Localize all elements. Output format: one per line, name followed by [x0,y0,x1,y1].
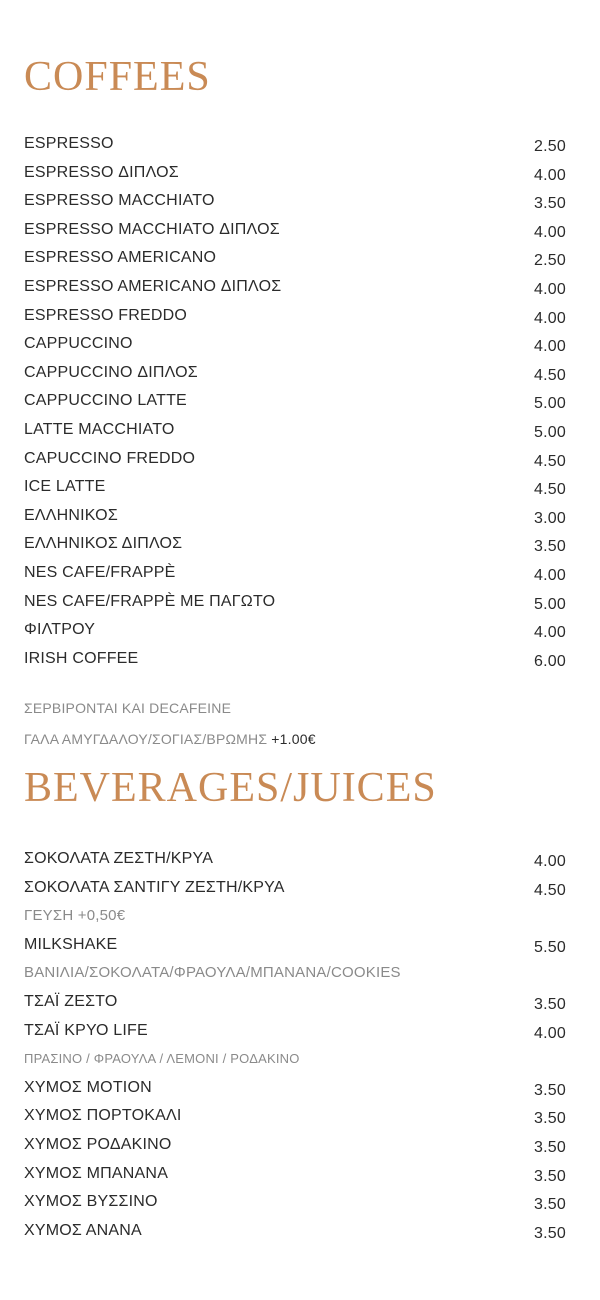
flavor-note-text: ΓΕΥΣΗ +0,50€ [24,907,126,925]
menu-item [24,216,566,245]
menu-item [24,302,566,331]
item-name: ΧΥΜΟΣ ΜΠΑΝΑΝΑ [24,1164,169,1182]
item-name: ΕΛΛΗΝΙΚΟΣ [24,506,118,524]
item-price: 5.50 [534,938,566,956]
item-name: ESPRESSO AMERICANO ΔΙΠΛΟΣ [24,277,282,295]
item-name: CAPPUCCINO ΔΙΠΛΟΣ [24,363,198,381]
menu-item [24,931,566,960]
menu-item [24,330,566,359]
coffees-heading: COFFEES [24,54,211,100]
menu-item [24,588,566,617]
flavor-note [24,902,566,931]
item-price: 5.00 [534,423,566,441]
item-name: ΧΥΜΟΣ MOTION [24,1078,152,1096]
item-price: 6.00 [534,652,566,670]
item-price: 2.50 [534,252,566,270]
menu-item [24,1188,566,1217]
item-price: 4.00 [534,566,566,584]
item-name: ESPRESSO AMERICANO [24,249,217,267]
item-price: 4.50 [534,366,566,384]
item-name: ΧΥΜΟΣ ΠΟΡΤΟΚΑΛΙ [24,1107,182,1125]
menu-item [24,159,566,188]
coffees-notes [24,693,316,755]
decaf-note-text: ΣΕΡΒΙΡΟΝΤΑΙ ΚΑΙ DECAFEINE [24,700,232,716]
item-price: 4.00 [534,624,566,642]
menu-item [24,559,566,588]
menu-item [24,1217,566,1246]
item-price: 5.00 [534,595,566,613]
item-price: 3.50 [534,1110,566,1128]
item-price: 4.00 [534,853,566,870]
item-name: MILKSHAKE [24,935,118,953]
item-name: CAPPUCCINO LATTE [24,392,187,410]
item-price: 3.50 [534,1196,566,1214]
item-name: CAPPUCCINO [24,335,133,353]
item-price: 3.00 [534,509,566,527]
item-name: ΕΛΛΗΝΙΚΟΣ ΔΙΠΛΟΣ [24,535,183,553]
milkshake-flavors-text: ΒΑΝΙΛΙΑ/ΣΟΚΟΛΑΤΑ/ΦΡΑΟΥΛΑ/ΜΠΑΝΑΝΑ/COOKIES [24,964,401,982]
item-name: ESPRESSO FREDDO [24,306,188,324]
item-price: 3.50 [534,995,566,1013]
item-name: ΣΟΚΟΛΑΤΑ ΣΑΝΤΙΓΥ ΖΕΣΤΗ/ΚΡΥΑ [24,878,285,896]
item-price: 3.50 [534,538,566,556]
item-name: ICE LATTE [24,478,106,496]
menu-item [24,1017,566,1046]
item-price: 4.00 [534,338,566,356]
menu-item [24,530,566,559]
menu-item [24,645,566,674]
item-name: NES CAFE/FRAPPÈ [24,563,176,581]
menu-item [24,1102,566,1131]
milkshake-flavors-note [24,959,566,988]
item-name: ΧΥΜΟΣ ΑΝΑΝΑ [24,1221,142,1239]
item-name: ESPRESSO MACCHIATO [24,192,215,210]
menu-item [24,130,566,159]
item-price: 5.00 [534,395,566,413]
item-name: ESPRESSO [24,135,114,152]
item-name: ESPRESSO ΔΙΠΛΟΣ [24,163,179,181]
decaf-note [24,693,316,724]
item-name: IRISH COFFEE [24,649,139,667]
item-name: ΧΥΜΟΣ ΡΟΔΑΚΙΝΟ [24,1135,172,1153]
item-name: LATTE MACCHIATO [24,420,175,438]
item-name: ΦΙΛΤΡΟΥ [24,621,96,639]
item-name: ESPRESSO MACCHIATO ΔΙΠΛΟΣ [24,220,280,238]
coffees-menu-list [24,130,566,673]
milk-note [24,724,316,755]
item-name: ΣΟΚΟΛΑΤΑ ΖΕΣΤΗ/ΚΡΥΑ [24,850,214,867]
item-price: 4.00 [534,280,566,298]
menu-item [24,273,566,302]
beverages-heading: BEVERAGES/JUICES [24,765,437,811]
item-price: 3.50 [534,1167,566,1185]
item-price: 4.50 [534,481,566,499]
menu-item [24,359,566,388]
item-price: 3.50 [534,1224,566,1242]
item-name: ΤΣΑΪ ΖΕΣΤΟ [24,992,118,1010]
item-price: 4.00 [534,223,566,241]
menu-item [24,187,566,216]
item-price: 3.50 [534,1081,566,1099]
item-name: NES CAFE/FRAPPÈ ΜΕ ΠΑΓΩΤΟ [24,592,276,610]
menu-item [24,244,566,273]
menu-item [24,1074,566,1103]
item-price: 3.50 [534,1138,566,1156]
beverages-menu-list [24,845,566,1245]
item-price: 4.00 [534,309,566,327]
item-price: 4.00 [534,1024,566,1042]
menu-item [24,416,566,445]
item-name: ΤΣΑΪ ΚΡΥΟ LIFE [24,1021,148,1039]
milk-extra-price: +1.00€ [271,731,316,747]
menu-item [24,988,566,1017]
menu-item [24,1131,566,1160]
item-name: CAPUCCINO FREDDO [24,449,196,467]
menu-item [24,473,566,502]
item-price: 4.50 [534,881,566,899]
item-price: 4.50 [534,452,566,470]
milk-note-text: ΓΑΛΑ ΑΜΥΓΔΑΛΟΥ/ΣΟΓΙΑΣ/ΒΡΩΜΗΣ [24,731,268,747]
menu-item [24,616,566,645]
menu-item [24,502,566,531]
item-price: 3.50 [534,195,566,213]
menu-item [24,445,566,474]
menu-item [24,874,566,903]
item-price: 2.50 [534,138,566,155]
menu-item [24,387,566,416]
item-name: ΧΥΜΟΣ ΒΥΣΣΙΝΟ [24,1193,158,1211]
menu-item [24,1160,566,1189]
tea-flavors-text: ΠΡΑΣΙΝΟ / ΦΡΑΟΥΛΑ / ΛΕΜΟΝΙ / ΡΟΔΑΚΙΝΟ [24,1051,300,1067]
menu-item [24,845,566,874]
tea-flavors-note [24,1045,566,1074]
item-price: 4.00 [534,166,566,184]
